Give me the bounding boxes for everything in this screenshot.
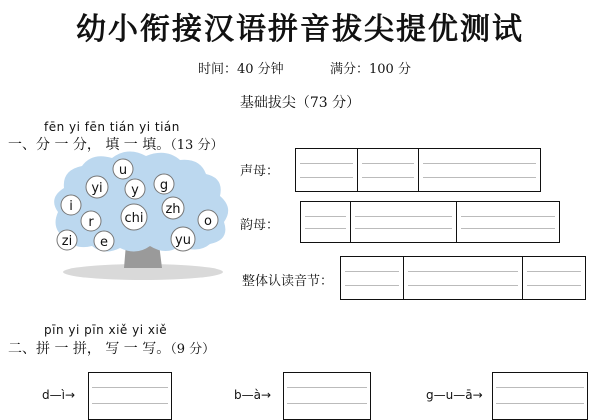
section-title: 基础拔尖（73 分） bbox=[239, 95, 361, 111]
apple-chi bbox=[121, 204, 147, 230]
page-title: 幼小衔接汉语拼音拔尖提优测试 bbox=[76, 12, 524, 47]
q1-points: （13 分） bbox=[170, 138, 224, 153]
syllable-text: y bbox=[131, 183, 139, 198]
apple-y bbox=[125, 179, 145, 199]
q2-pinyin: pīn yi pīn xiě yi xiě bbox=[44, 323, 168, 337]
syllable-text: zh bbox=[165, 202, 181, 217]
q2-item-1: d—ì→ bbox=[42, 388, 76, 402]
q1-pinyin: fēn yi fēn tián yi tián bbox=[44, 120, 180, 134]
q2-answer-box-2[interactable] bbox=[283, 372, 371, 420]
q1-text: 分 一 分， 填 一 填。 bbox=[36, 137, 171, 153]
apple-o bbox=[198, 210, 218, 230]
syllable-text: chi bbox=[124, 211, 144, 226]
answer-cell[interactable] bbox=[341, 257, 404, 299]
q2-points: （9 分） bbox=[170, 342, 216, 357]
answer-cell[interactable] bbox=[523, 257, 585, 299]
apple-zh bbox=[162, 197, 184, 219]
syllable-text: i bbox=[69, 199, 73, 214]
tree-illustration bbox=[48, 150, 238, 280]
answer-cell[interactable] bbox=[419, 149, 540, 191]
syllable-text: e bbox=[100, 235, 108, 250]
answer-cell[interactable] bbox=[358, 149, 420, 191]
syllable-text: g bbox=[159, 178, 169, 193]
shengmu-label: 声母： bbox=[240, 164, 280, 179]
answer-cell[interactable] bbox=[404, 257, 523, 299]
score-info: 满分：100 分 bbox=[330, 62, 411, 77]
q2-item-2: b—à→ bbox=[234, 388, 272, 402]
zhengti-answer-box[interactable] bbox=[340, 256, 586, 300]
syllable-text: yu bbox=[175, 233, 191, 248]
apple-i bbox=[61, 195, 81, 215]
syllable-text: u bbox=[118, 163, 128, 178]
apple-u bbox=[113, 159, 133, 179]
syllable-text: o bbox=[204, 214, 212, 229]
syllable-text: yi bbox=[91, 181, 103, 196]
q2-answer-box-3[interactable] bbox=[492, 372, 588, 420]
time-info: 时间：40 分钟 bbox=[198, 62, 284, 77]
shengmu-answer-box[interactable] bbox=[295, 148, 541, 192]
q2-answer-box-1[interactable] bbox=[88, 372, 172, 420]
q2-line bbox=[8, 338, 215, 358]
zhengti-label: 整体认读音节： bbox=[242, 274, 334, 289]
yunmu-label: 韵母： bbox=[240, 218, 280, 233]
yunmu-answer-box[interactable] bbox=[300, 201, 560, 243]
answer-cell[interactable] bbox=[457, 202, 559, 242]
q2-item-3: g—u—ā→ bbox=[426, 388, 483, 402]
answer-cell[interactable] bbox=[301, 202, 351, 242]
apple-g bbox=[154, 174, 174, 194]
apple-yi bbox=[86, 176, 108, 198]
apple-zi bbox=[57, 230, 77, 250]
apple-yu bbox=[171, 227, 195, 251]
q1-number: 一、 bbox=[8, 137, 36, 153]
answer-cell[interactable] bbox=[296, 149, 358, 191]
syllable-text: r bbox=[88, 215, 94, 230]
apple-e bbox=[94, 231, 114, 251]
apple-r bbox=[81, 211, 101, 231]
q2-number: 二、 bbox=[8, 341, 36, 357]
syllable-text: zi bbox=[61, 234, 73, 249]
q2-text: 拼 一 拼， 写 一 写。 bbox=[36, 341, 171, 357]
answer-cell[interactable] bbox=[351, 202, 457, 242]
